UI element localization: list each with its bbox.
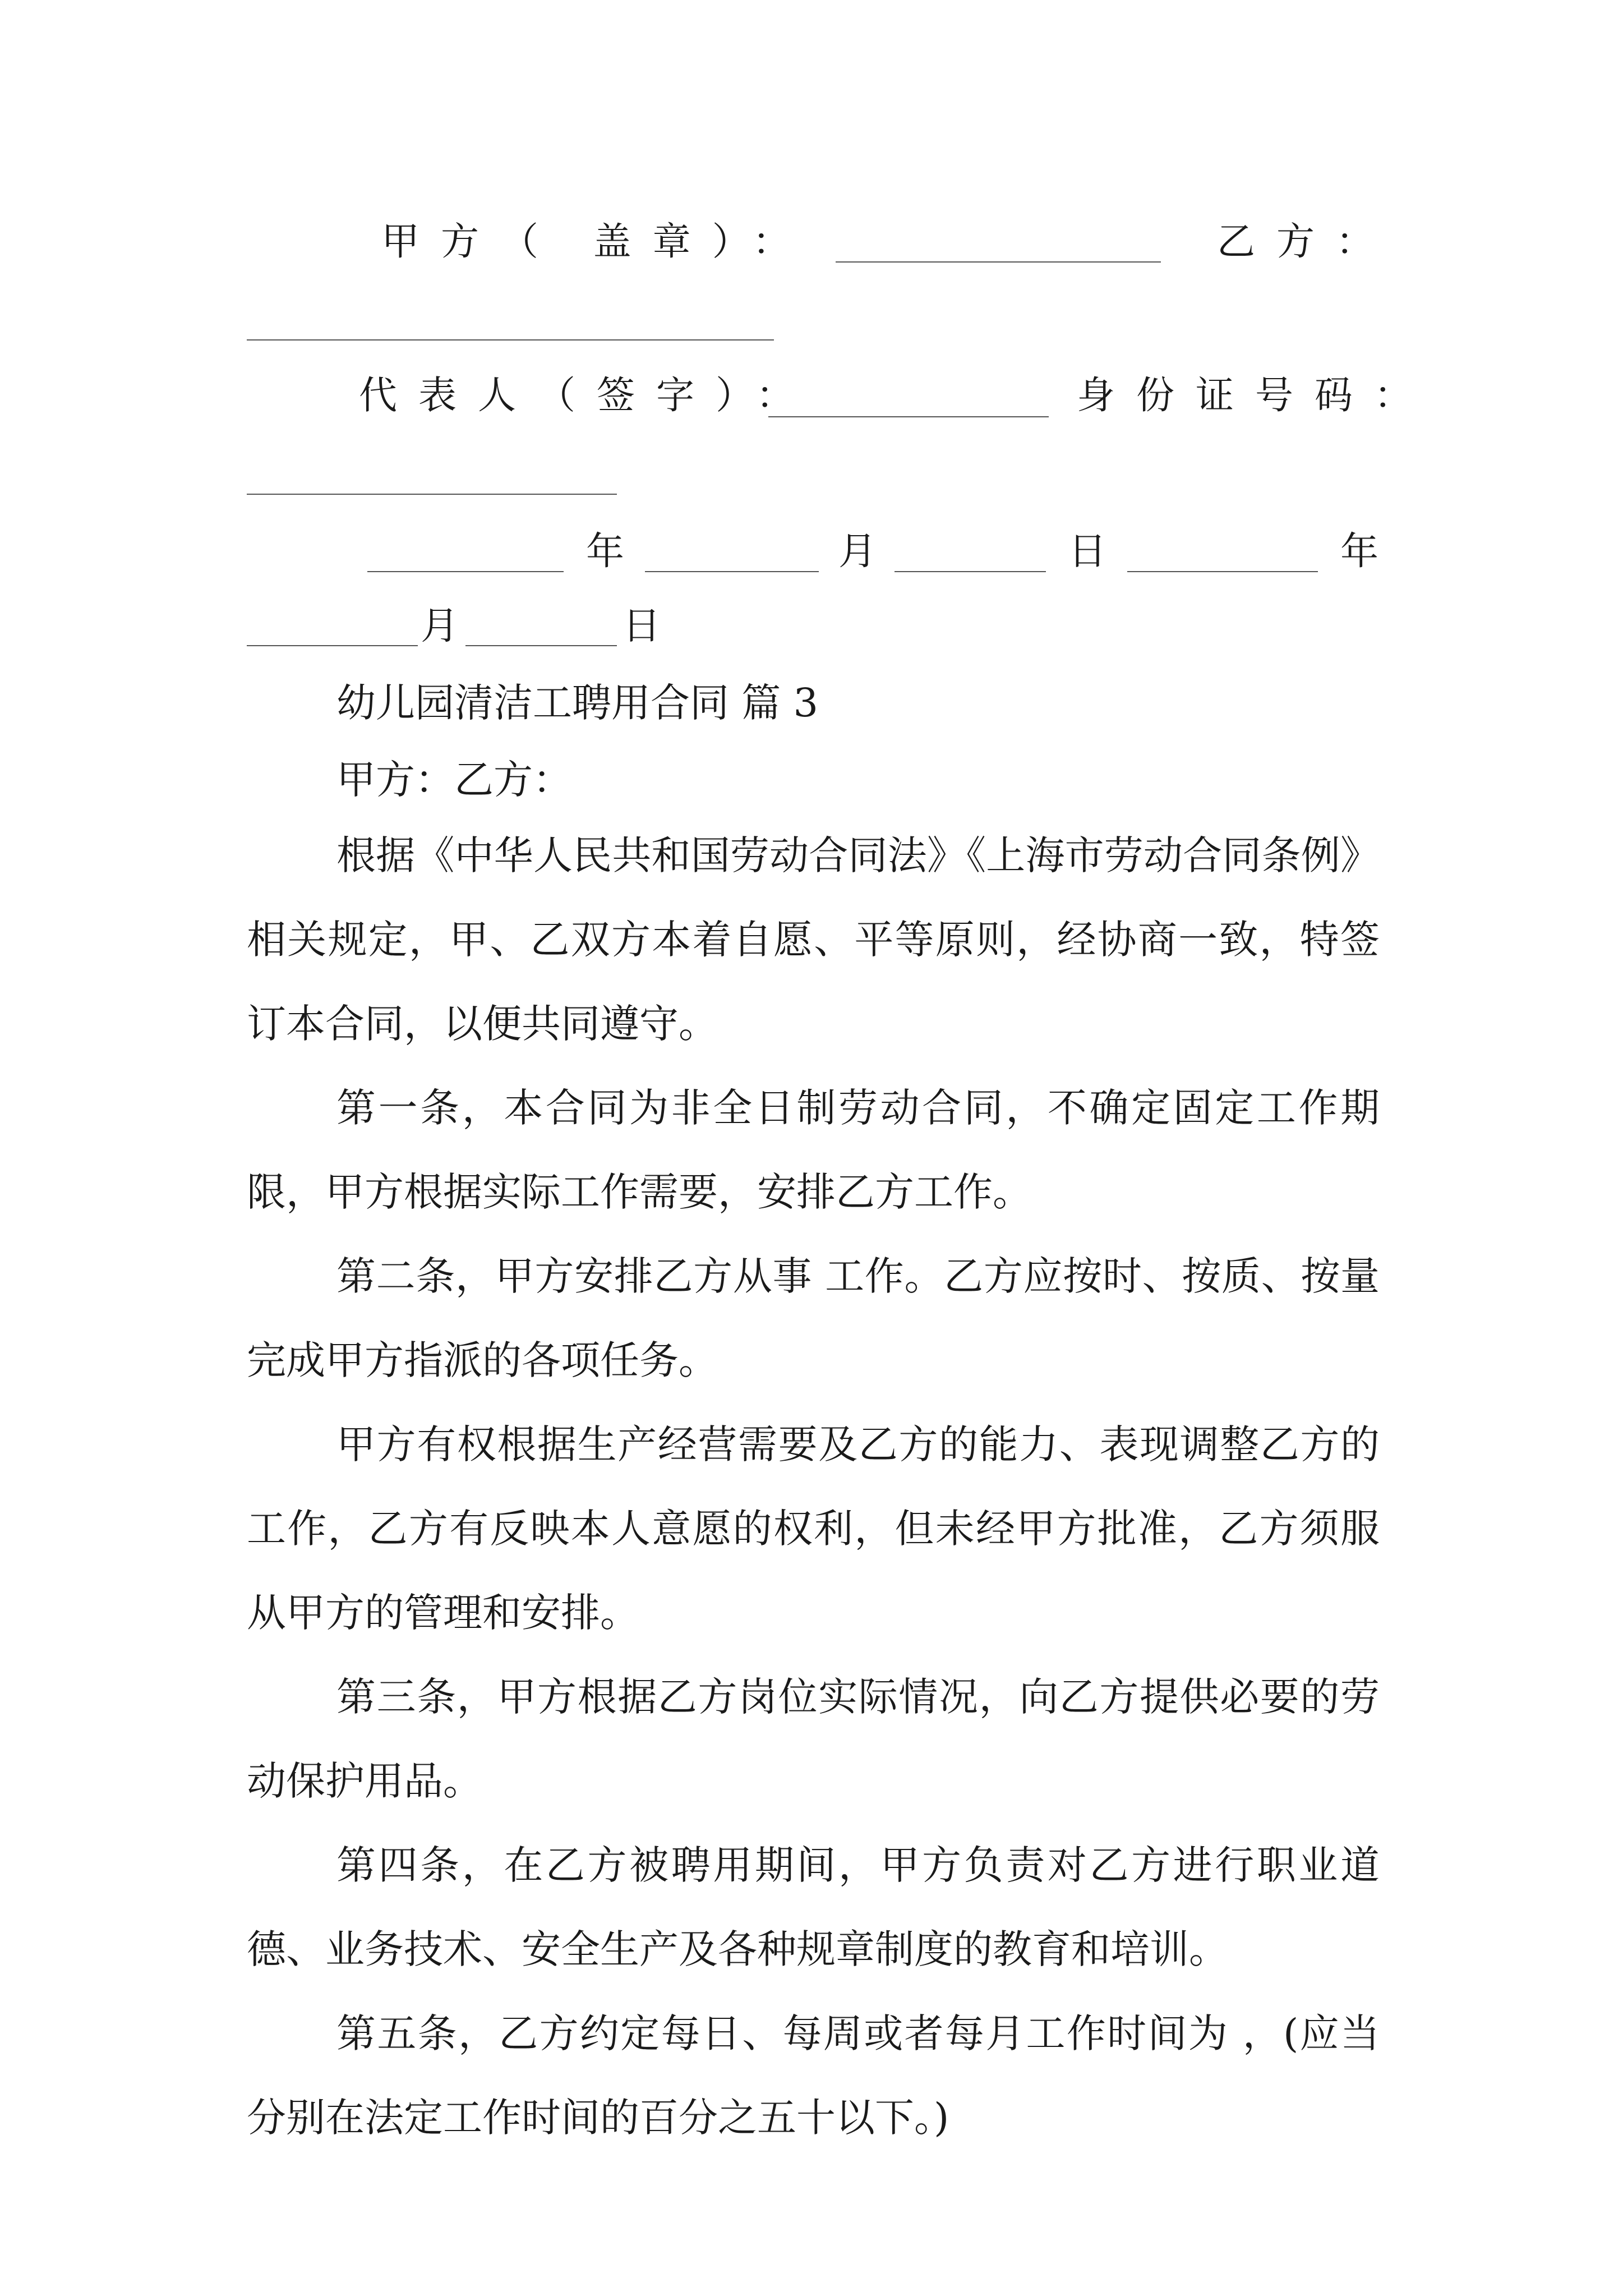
date-a-year-label: 年 xyxy=(586,530,625,574)
date-b-year-blank[interactable] xyxy=(1127,571,1318,572)
representative-label: 代表人（签字）： xyxy=(359,374,816,418)
party-b-blank[interactable] xyxy=(247,339,774,341)
paragraph-article-4: 第四条，在乙方被聘用期间，甲方负责对乙方进行职业道德、业务技术、安全生产及各种规章制度的教育和培训。 xyxy=(247,1842,1380,1972)
date-a-year-blank[interactable] xyxy=(367,571,564,572)
paragraph-article-1: 第一条，本合同为非全日制劳动合同，不确定固定工作期限，甲方根据实际工作需要，安排乙方工作。 xyxy=(247,1085,1380,1215)
date-b-day-blank[interactable] xyxy=(465,645,617,646)
paragraph-article-2: 第二条，甲方安排乙方从事 工作。乙方应按时、按质、按量完成甲方指派的各项任务。 xyxy=(247,1253,1380,1383)
date-b-month-label: 月 xyxy=(421,604,459,648)
date-b-day-label: 日 xyxy=(623,604,661,648)
date-b-year-label: 年 xyxy=(1340,530,1379,574)
party-b-label: 乙方： xyxy=(1217,220,1396,264)
paragraph-article-5: 第五条，乙方约定每日、每周或者每月工作时间为 ，(应当分别在法定工作时间的百分之五十以下。) xyxy=(247,2010,1380,2141)
date-a-month-label: 月 xyxy=(838,530,877,574)
contract-heading: 幼儿园清洁工聘用合同 篇 3 xyxy=(336,680,819,726)
date-a-month-blank[interactable] xyxy=(645,571,819,572)
representative-blank[interactable] xyxy=(768,416,1049,417)
date-a-day-label: 日 xyxy=(1068,530,1107,574)
date-a-day-blank[interactable] xyxy=(895,571,1046,572)
party-a-seal-label: 甲方（ 盖章）： xyxy=(381,220,812,264)
paragraph-intro: 根据《中华人民共和国劳动合同法》《上海市劳动合同条例》相关规定，甲、乙双方本着自愿、平等原则，经协商一致，特签订本合同，以便共同遵守。 xyxy=(247,832,1380,1047)
date-b-month-blank[interactable] xyxy=(247,645,418,646)
party-a-seal-blank[interactable] xyxy=(836,261,1161,263)
parties-line: 甲方：乙方： xyxy=(336,757,572,803)
id-number-label: 身份证号码： xyxy=(1077,374,1434,418)
id-number-blank[interactable] xyxy=(247,494,617,495)
paragraph-article-3: 第三条，甲方根据乙方岗位实际情况，向乙方提供必要的劳动保护用品。 xyxy=(247,1674,1380,1804)
paragraph-article-2-rights: 甲方有权根据生产经营需要及乙方的能力、表现调整乙方的工作，乙方有反映本人意愿的权利，但未经甲方批准，乙方须服从甲方的管理和安排。 xyxy=(247,1421,1380,1636)
